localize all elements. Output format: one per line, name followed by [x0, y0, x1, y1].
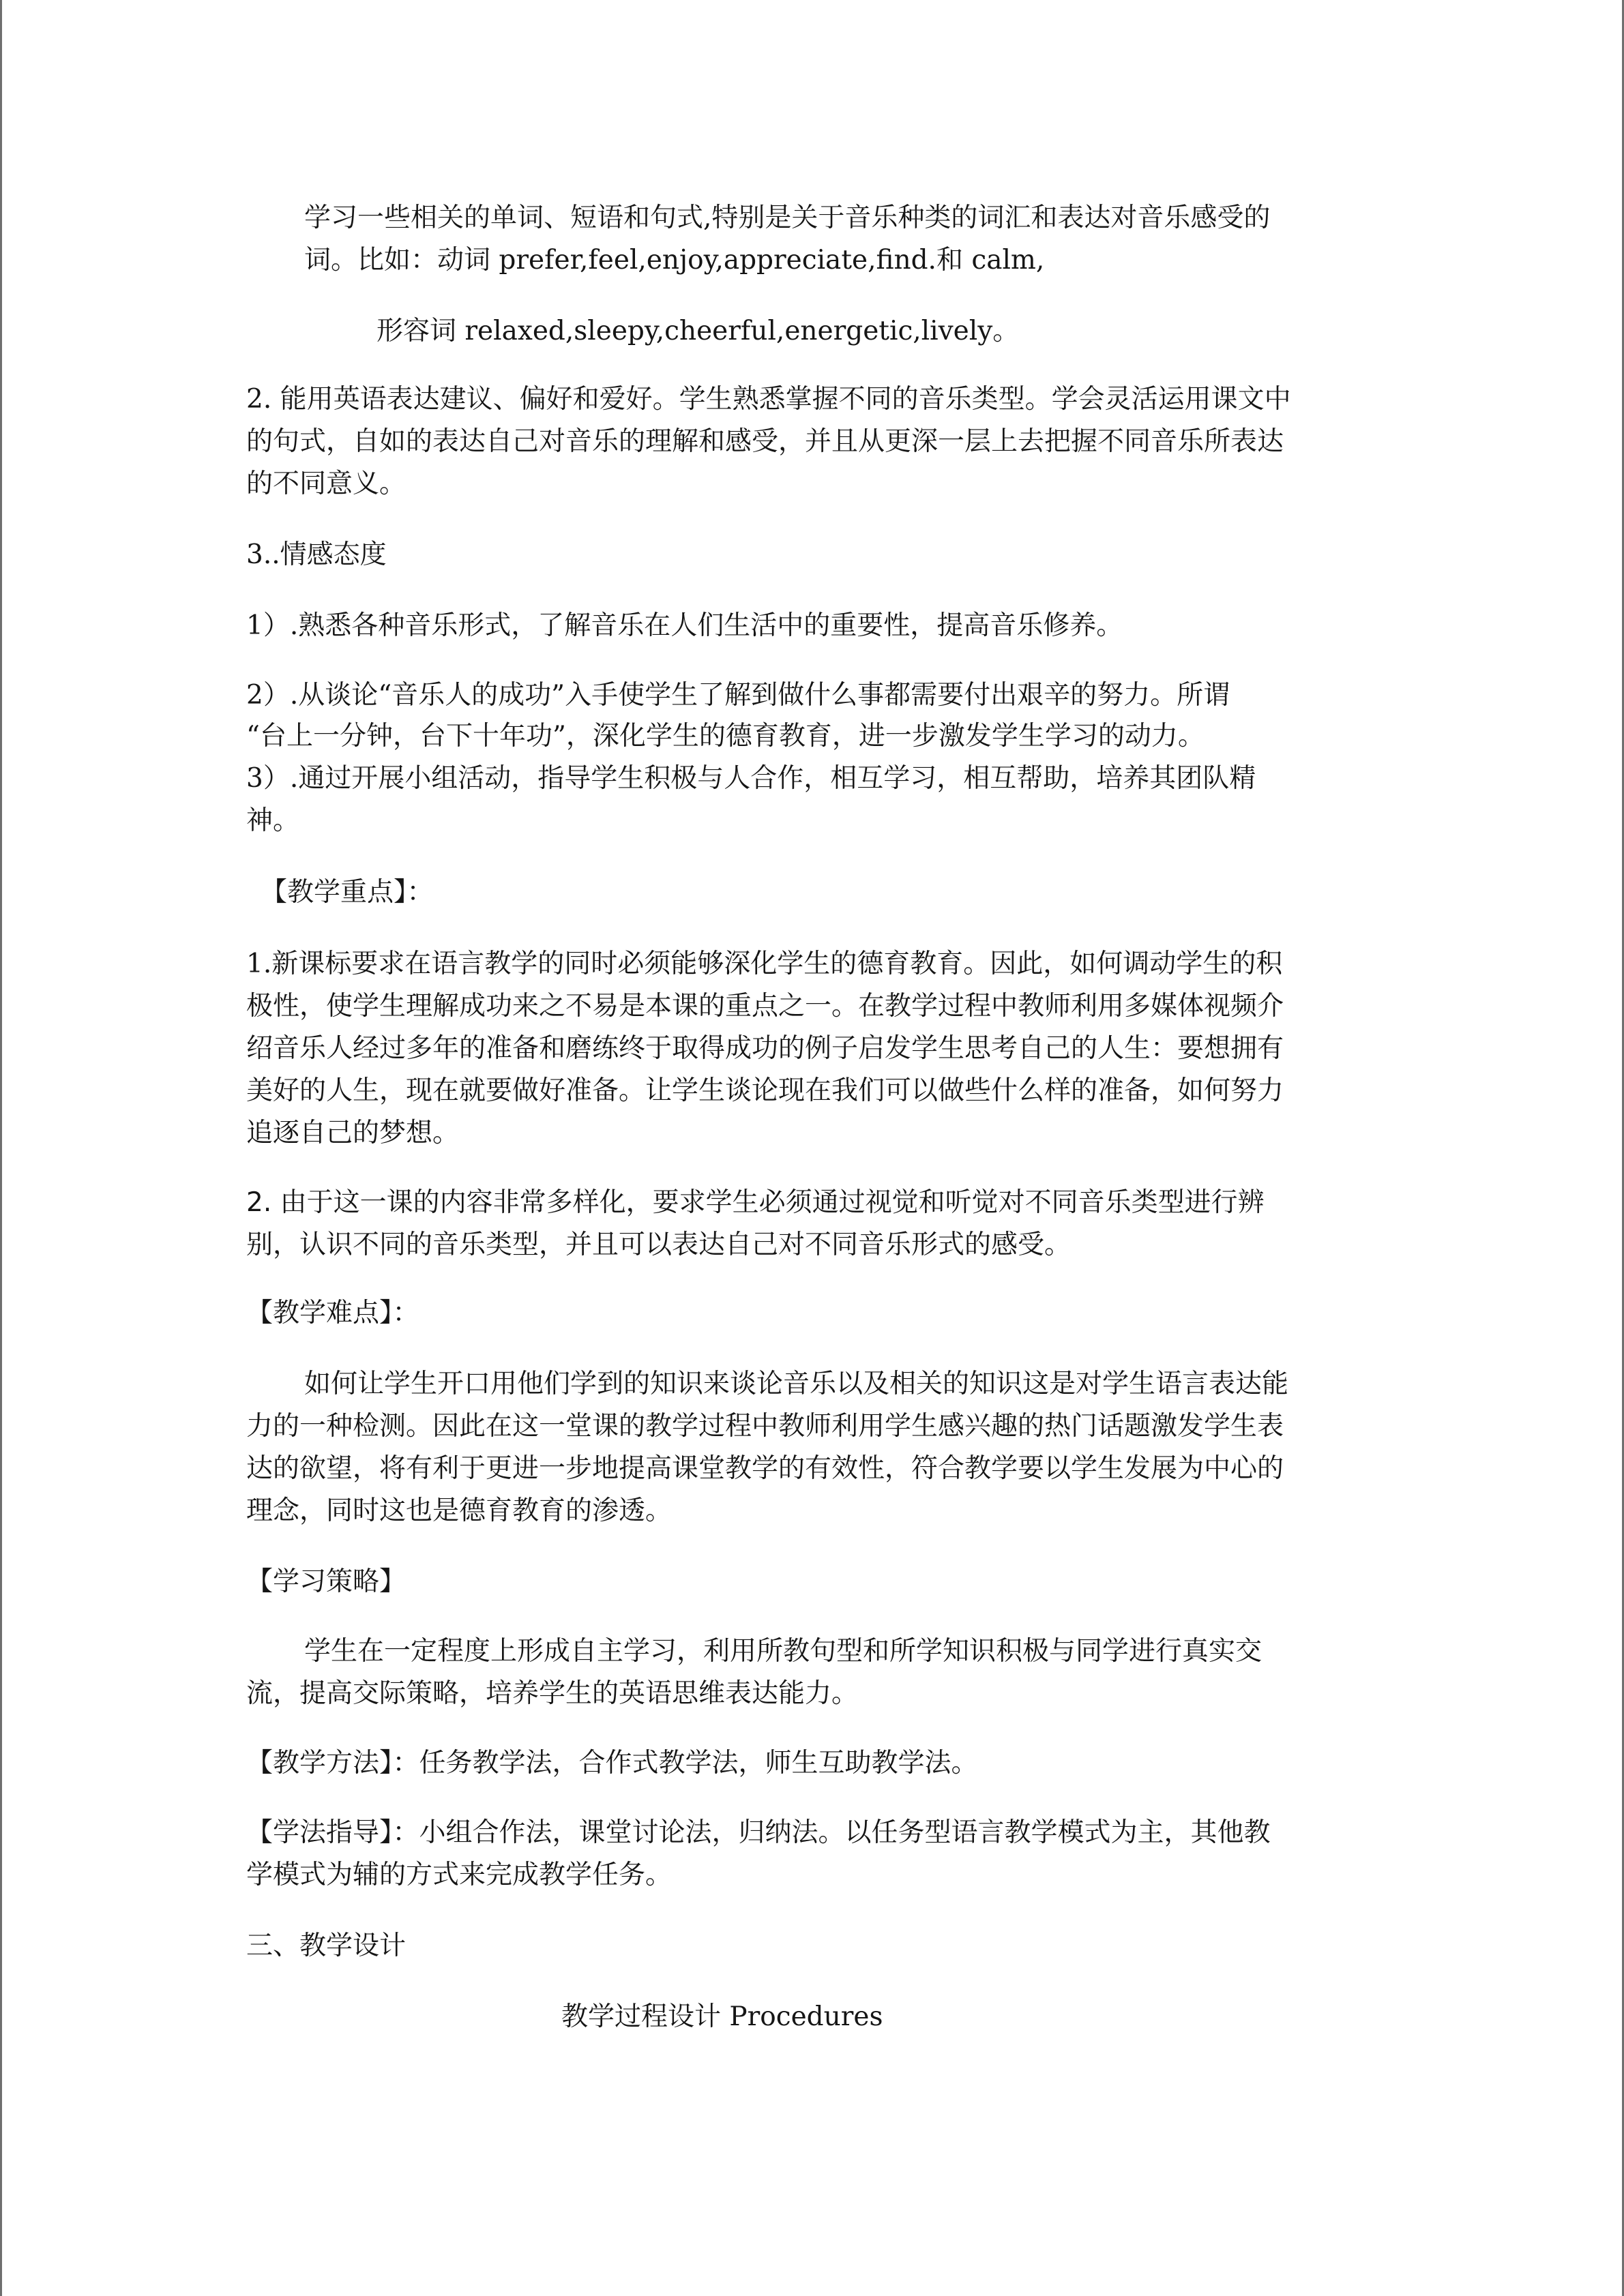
emotional-attitude-heading: 3..情感态度 — [246, 539, 387, 570]
difficulty-line-4: 理念，同时这也是德育教育的渗透。 — [246, 1495, 673, 1526]
goal-2-line-1: 2. 能用英语表达建议、偏好和爱好。学生熟悉掌握不同的音乐类型。学会灵活运用课文中 — [246, 384, 1291, 415]
strategy-line-1: 学生在一定程度上形成自主学习，利用所教句型和所学知识积极与同学进行真实交 — [304, 1636, 1263, 1667]
focus-1-line-5: 追逐自己的梦想。 — [246, 1118, 460, 1148]
strategy-line-2: 流，提高交际策略，培养学生的英语思维表达能力。 — [246, 1678, 859, 1709]
page-left-border — [0, 0, 2, 2296]
goal-2-line-2: 的句式，自如的表达自己对音乐的理解和感受，并且从更深一层上去把握不同音乐所表达 — [246, 426, 1284, 457]
teaching-focus-heading: 【教学重点】： — [261, 877, 434, 908]
attitude-item-3-line-2: 神。 — [246, 805, 300, 836]
difficulty-line-1: 如何让学生开口用他们学到的知识来谈论音乐以及相关的知识这是对学生语言表达能 — [304, 1369, 1289, 1399]
vocabulary-line-2: 词。比如：动词 prefer,feel,enjoy,appreciate,find.和 calm, — [304, 245, 1045, 275]
learning-guidance-line-2: 学模式为辅的方式来完成教学任务。 — [246, 1860, 673, 1890]
difficulty-line-3: 达的欲望，将有利于更进一步地提高课堂教学的有效性，符合教学要以学生发展为中心的 — [246, 1453, 1284, 1484]
difficulty-line-2: 力的一种检测。因此在这一堂课的教学过程中教师利用学生感兴趣的热门话题激发学生表 — [246, 1411, 1284, 1442]
focus-1-line-2: 极性，使学生理解成功来之不易是本课的重点之一。在教学过程中教师利用多媒体视频介 — [246, 991, 1284, 1022]
focus-2-line-2: 别，认识不同的音乐类型，并且可以表达自己对不同音乐形式的感受。 — [246, 1229, 1072, 1260]
learning-guidance-line-1: 【学法指导】：小组合作法，课堂讨论法，归纳法。以任务型语言教学模式为主，其他教 — [246, 1817, 1271, 1848]
focus-1-line-4: 美好的人生，现在就要做好准备。让学生谈论现在我们可以做些什么样的准备，如何努力 — [246, 1075, 1284, 1106]
teaching-methods-line: 【教学方法】：任务教学法，合作式教学法，师生互助教学法。 — [246, 1748, 978, 1778]
focus-2-line-1: 2. 由于这一课的内容非常多样化，要求学生必须通过视觉和听觉对不同音乐类型进行辨 — [246, 1187, 1265, 1218]
learning-strategy-heading: 【学习策略】 — [246, 1566, 407, 1597]
teaching-difficulty-heading: 【教学难点】： — [246, 1298, 419, 1328]
attitude-item-1: 1）.熟悉各种音乐形式，了解音乐在人们生活中的重要性，提高音乐修养。 — [246, 610, 1123, 641]
focus-1-line-1: 1.新课标要求在语言教学的同时必须能够深化学生的德育教育。因此，如何调动学生的积 — [246, 949, 1283, 979]
procedures-title: 教学过程设计 Procedures — [561, 2001, 883, 2032]
attitude-item-3-line-1: 3）.通过开展小组活动，指导学生积极与人合作，相互学习，相互帮助，培养其团队精 — [246, 763, 1256, 794]
vocabulary-line-1: 学习一些相关的单词、短语和句式,特别是关于音乐种类的词汇和表达对音乐感受的 — [304, 203, 1271, 233]
adjectives-line: 形容词 relaxed,sleepy,cheerful,energetic,lively。 — [377, 316, 1020, 346]
focus-1-line-3: 绍音乐人经过多年的准备和磨练终于取得成功的例子启发学生思考自己的人生：要想拥有 — [246, 1033, 1284, 1064]
goal-2-line-3: 的不同意义。 — [246, 468, 407, 499]
attitude-item-2-line-2: “台上一分钟，台下十年功”，深化学生的德育教育，进一步激发学生学习的动力。 — [246, 721, 1205, 751]
teaching-design-heading: 三、教学设计 — [246, 1930, 407, 1961]
attitude-item-2-line-1: 2）.从谈论“音乐人的成功”入手使学生了解到做什么事都需要付出艰辛的努力。所谓 — [246, 680, 1230, 711]
